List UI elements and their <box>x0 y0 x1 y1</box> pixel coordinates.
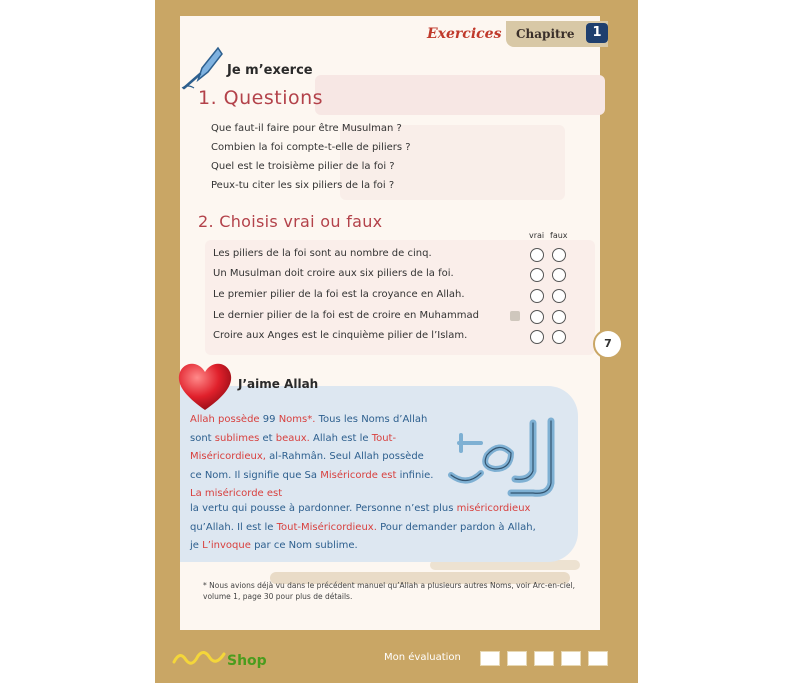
bg-blob <box>315 75 605 115</box>
exercices-title: Exercices <box>427 26 502 42</box>
evaluation-box[interactable] <box>507 651 527 666</box>
question-line: Combien la foi compte-t-elle de piliers ? <box>211 142 411 153</box>
chapter-number: 1 <box>586 23 608 43</box>
text-span: sublimes <box>214 432 260 444</box>
text-span: infinie. <box>399 469 434 481</box>
text-span: le <box>359 432 369 444</box>
text-span: Allah possède <box>190 414 260 425</box>
text-span: Allah possède ce Nom. Il signifie que Sa <box>190 451 424 481</box>
jaime-paragraph-2 <box>190 500 578 556</box>
text-span: L’invoque <box>202 540 251 551</box>
text-span: d’Allah sont <box>190 414 428 444</box>
vrai-radio[interactable] <box>530 310 544 324</box>
text-span: beaux. <box>275 432 310 444</box>
text-span: la vertu qui pousse à pardonner. <box>190 503 353 514</box>
faux-radio[interactable] <box>552 330 566 344</box>
quill-pen-icon <box>178 44 226 92</box>
arabic-calligraphy-al-rahman <box>441 413 571 503</box>
heading-jaime-allah: J’aime Allah <box>238 377 319 391</box>
text-span: Tout-Miséricordieux, <box>190 432 397 462</box>
text-span: Miséricorde est <box>320 469 397 481</box>
text-span: qu’Allah. Il est le <box>190 521 274 533</box>
text-span: Noms*. <box>278 414 316 425</box>
section-title-questions: 1. Questions <box>198 87 324 109</box>
section-title-vrai-faux: 2. Choisis vrai ou faux <box>198 212 383 231</box>
shop-brand: Shop <box>227 653 267 669</box>
page-number: 7 <box>593 329 623 359</box>
statement-line: Le dernier pilier de la foi est de croire en Muhammad <box>213 310 479 321</box>
question-line: Que faut-il faire pour être Musulman ? <box>211 123 402 134</box>
heart-icon <box>176 360 234 412</box>
vrai-radio[interactable] <box>530 289 544 303</box>
text-span: al-Rahmân. <box>269 451 327 462</box>
vrai-radio[interactable] <box>530 248 544 262</box>
text-span: je <box>190 540 199 551</box>
shop-logo-wave-icon <box>172 646 228 670</box>
text-span: Tous les Noms <box>318 414 390 425</box>
salutation-symbol-icon <box>510 311 520 321</box>
text-span: par ce Nom sublime. <box>254 540 358 551</box>
faux-radio[interactable] <box>552 248 566 262</box>
statement-line: Le premier pilier de la foi est la croyance en Allah. <box>213 289 465 300</box>
mon-evaluation-label: Mon évaluation <box>384 652 461 663</box>
statement-line: Les piliers de la foi sont au nombre de cinq. <box>213 248 432 259</box>
text-span: Pour demander pardon à Allah, <box>380 521 536 533</box>
vrai-radio[interactable] <box>530 268 544 282</box>
question-line: Peux-tu citer les six piliers de la foi ? <box>211 180 395 191</box>
faux-radio[interactable] <box>552 310 566 324</box>
column-header-faux: faux <box>550 231 568 240</box>
statement-line: Croire aux Anges est le cinquième pilier de l’Islam. <box>213 330 468 341</box>
column-header-vrai: vrai <box>529 231 545 240</box>
text-span: Allah est <box>313 432 357 444</box>
text-span: La miséricorde est <box>190 488 283 499</box>
page-frame-left <box>155 0 180 683</box>
evaluation-box[interactable] <box>480 651 500 666</box>
text-span: miséricordieux <box>456 503 531 514</box>
footnote: * Nous avions déjà vu dans le précédent manuel qu’Allah a plusieurs autres Noms, voir Arc-en-ciel, volume 1, page 30 pour plus de détails. <box>203 581 575 601</box>
page-frame-top <box>155 0 638 16</box>
text-span: et <box>262 432 273 444</box>
vrai-radio[interactable] <box>530 330 544 344</box>
text-span: 99 <box>262 414 276 425</box>
evaluation-box[interactable] <box>588 651 608 666</box>
evaluation-box[interactable] <box>534 651 554 666</box>
question-line: Quel est le troisième pilier de la foi ? <box>211 161 395 172</box>
faux-radio[interactable] <box>552 268 566 282</box>
faux-radio[interactable] <box>552 289 566 303</box>
text-span: Tout-Miséricordieux. <box>276 521 377 533</box>
text-span: Personne n’est plus <box>355 503 454 514</box>
text-span: Seul <box>329 451 352 462</box>
evaluation-box[interactable] <box>561 651 581 666</box>
chapter-label: Chapitre <box>516 27 575 41</box>
jaime-paragraph-1 <box>190 411 435 504</box>
statement-line: Un Musulman doit croire aux six piliers de la foi. <box>213 268 454 279</box>
heading-je-mexerce: Je m’exerce <box>227 63 313 78</box>
